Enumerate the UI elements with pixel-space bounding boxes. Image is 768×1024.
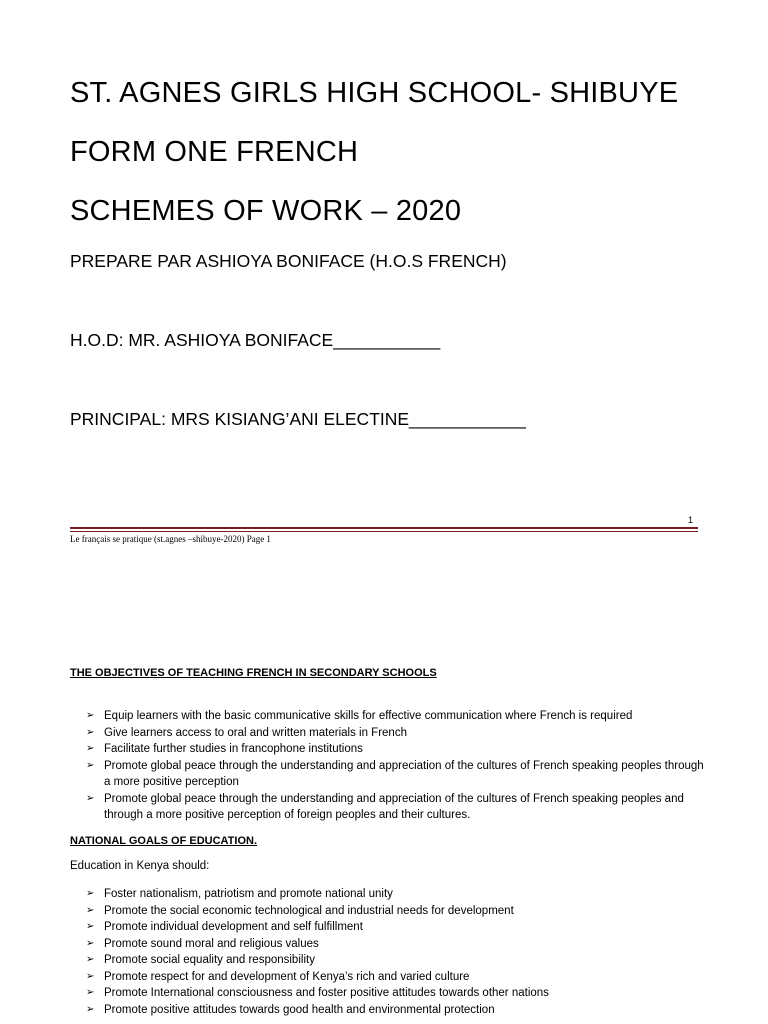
prepared-by: PREPARE PAR ASHIOYA BONIFACE (H.O.S FRENCH) (70, 251, 507, 271)
footer-rule-top (70, 527, 698, 529)
page-number: 1 (688, 515, 694, 525)
form-title: FORM ONE FRENCH (70, 136, 359, 168)
school-title: ST. AGNES GIRLS HIGH SCHOOL- SHIBUYE (70, 77, 679, 109)
footer-rule-bottom (70, 531, 698, 532)
arrow-bullet-icon: ➢ (86, 743, 95, 754)
list-item: ➢ Give learners access to oral and written materials in French (86, 725, 706, 742)
list-item: ➢ Promote individual development and self fulfillment (86, 919, 706, 936)
hod-line: H.O.D: MR. ASHIOYA BONIFACE___________ (70, 330, 441, 350)
list-item: ➢ Promote respect for and development of Kenya’s rich and varied culture (86, 969, 706, 986)
arrow-bullet-icon: ➢ (86, 888, 95, 899)
footer-text: Le français se pratique (st.agnes –shibuye-2020) Page 1 (70, 534, 271, 544)
arrow-bullet-icon: ➢ (86, 937, 95, 949)
list-item: ➢ Promote global peace through the understanding and appreciation of the cultures of French speaking peoples and through a more positive perception of foreign peoples and their cultures. (86, 792, 684, 821)
list-item: ➢ Promote sound moral and religious values (86, 936, 706, 953)
list-item: ➢ Promote International consciousness and foster positive attitudes towards other nations (86, 985, 706, 1002)
arrow-bullet-icon: ➢ (86, 987, 95, 998)
goals-intro: Education in Kenya should: (70, 860, 210, 872)
arrow-bullet-icon: ➢ (86, 970, 95, 982)
arrow-bullet-icon: ➢ (86, 726, 95, 738)
arrow-bullet-icon: ➢ (86, 792, 95, 804)
arrow-bullet-icon: ➢ (86, 904, 95, 916)
list-item: ➢ Facilitate further studies in francophone institutions (86, 741, 706, 758)
list-item: ➢ Promote the social economic technological and industrial needs for development (86, 903, 706, 920)
list-item: ➢ Equip learners with the basic communicative skills for effective communication where French is required (86, 708, 706, 725)
objectives-list (86, 708, 706, 824)
objectives-heading: THE OBJECTIVES OF TEACHING FRENCH IN SECONDARY SCHOOLS (70, 667, 437, 679)
list-item: ➢ Promote global peace through the understanding and appreciation of the cultures of French speaking peoples through a more positive perception (86, 759, 704, 788)
arrow-bullet-icon: ➢ (86, 710, 95, 721)
principal-line: PRINCIPAL: MRS KISIANG’ANI ELECTINE____________ (70, 409, 526, 429)
goals-list (86, 886, 706, 1018)
list-item: ➢ Promote social equality and responsibility (86, 952, 706, 969)
arrow-bullet-icon: ➢ (86, 1003, 95, 1015)
schemes-title: SCHEMES OF WORK – 2020 (70, 195, 462, 227)
goals-heading: NATIONAL GOALS OF EDUCATION. (70, 835, 257, 847)
arrow-bullet-icon: ➢ (86, 759, 95, 771)
arrow-bullet-icon: ➢ (86, 954, 95, 965)
arrow-bullet-icon: ➢ (86, 921, 95, 932)
list-item: ➢ Promote positive attitudes towards good health and environmental protection (86, 1002, 706, 1019)
list-item: ➢ Foster nationalism, patriotism and promote national unity (86, 886, 706, 903)
